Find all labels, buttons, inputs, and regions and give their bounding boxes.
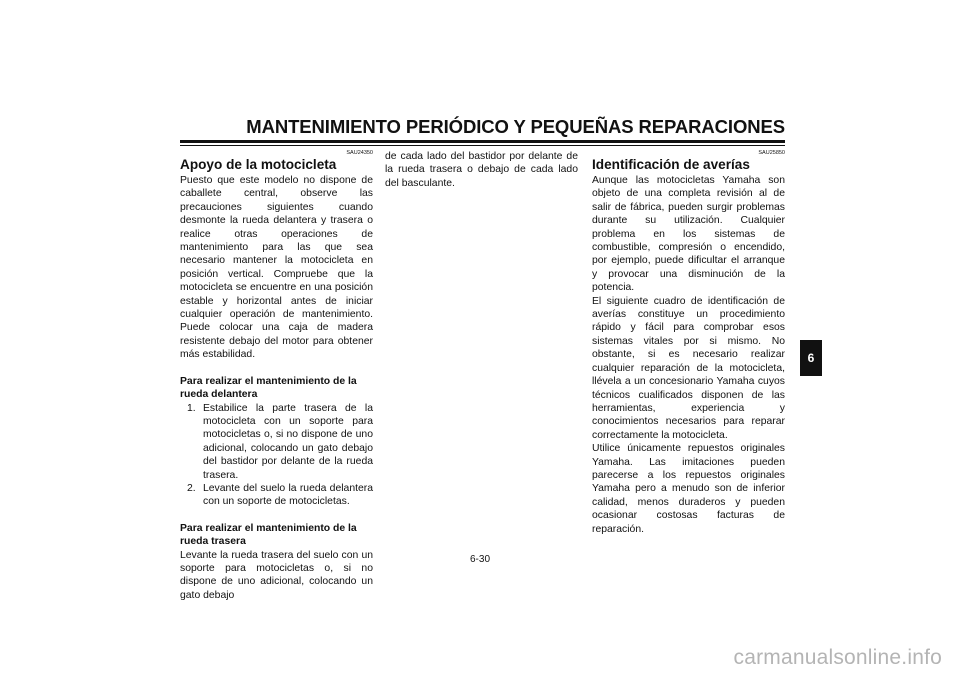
step-number: 1.: [187, 402, 196, 414]
troubleshooting-paragraph-2: El siguiente cuadro de identificación de averías constituye un procedimiento rápido y fácil para comprobar esos sistemas vitales por si mismo. No obstante, si es necesario realizar cualquier reparación de la motocicleta, llévela a un concesionario Yamaha cuyos técnicos cualificados disponen de las herramientas, experiencia y conocimientos necesarios para reparar correctamente la motocicleta.: [592, 295, 785, 441]
header-rule-thick: [180, 140, 785, 143]
watermark: carmanualsonline.info: [733, 646, 942, 669]
column-middle: [385, 150, 578, 190]
chapter-tab: 6: [800, 340, 822, 376]
step-number: 2.: [187, 482, 196, 494]
section-heading-motorcycle-support: Apoyo de la motocicleta: [180, 157, 337, 172]
column-right: [592, 150, 785, 536]
rear-wheel-subheading: Para realizar el mantenimiento de la rueda trasera: [180, 522, 357, 548]
list-item: [180, 402, 373, 482]
intro-paragraph: Puesto que este modelo no dispone de caballete central, observe las precauciones siguientes cuando desmonte la rueda delantera y trasera o realice otras operaciones de mantenimiento para las que sea necesario mantener la motocicleta en posición vertical. Compruebe que la motocicleta se encuentre en una posición estable y horizontal antes de iniciar cualquier operación de mantenimiento. Puede colocar una caja de madera resistente debajo del motor para obtener más estabilidad.: [180, 175, 373, 361]
front-wheel-steps: [180, 402, 373, 509]
section-code: SAU24350: [346, 150, 373, 156]
column-left: [180, 150, 373, 602]
troubleshooting-paragraph-1: Aunque las motocicletas Yamaha son objeto de una completa revisión al de salir de fábrica, pueden surgir problemas durante su utilización. Cualquier problema en los sistemas de combustible, compresión o encendido, por ejemplo, puede dificultar el arranque y provocar una disminución de la potencia.: [592, 175, 785, 294]
continued-paragraph: de cada lado del bastidor por delante de la rueda trasera o debajo de cada lado del basculante.: [385, 151, 578, 189]
front-wheel-subheading: Para realizar el mantenimiento de la rueda delantera: [180, 375, 357, 401]
page-number: 6-30: [469, 554, 490, 565]
troubleshooting-paragraph-3: Utilice únicamente repuestos originales Yamaha. Las imitaciones pueden parecerse a los repuestos originales Yamaha pero a menudo son de inferior calidad, menos duraderos y pueden ocasionar costosas facturas de reparación.: [592, 443, 785, 535]
page-title: MANTENIMIENTO PERIÓDICO Y PEQUEÑAS REPARACIONES: [246, 116, 785, 137]
header-rule-thin: [180, 145, 785, 146]
rear-wheel-paragraph: Levante la rueda trasera del suelo con un soporte para motocicletas o, si no dispone de uno adicional, colocando un gato debajo: [180, 549, 373, 601]
section-heading-troubleshooting: Identificación de averías: [592, 157, 750, 172]
step-text: Levante del suelo la rueda delantera con un soporte de motocicletas.: [203, 482, 373, 508]
list-item: [180, 482, 373, 509]
step-text: Estabilice la parte trasera de la motocicleta con un soporte para motocicletas o, si no dispone de uno adicional, colocando un gato debajo del bastidor por delante de la rueda trasera.: [203, 402, 373, 481]
section-code: SAU25850: [758, 150, 785, 156]
